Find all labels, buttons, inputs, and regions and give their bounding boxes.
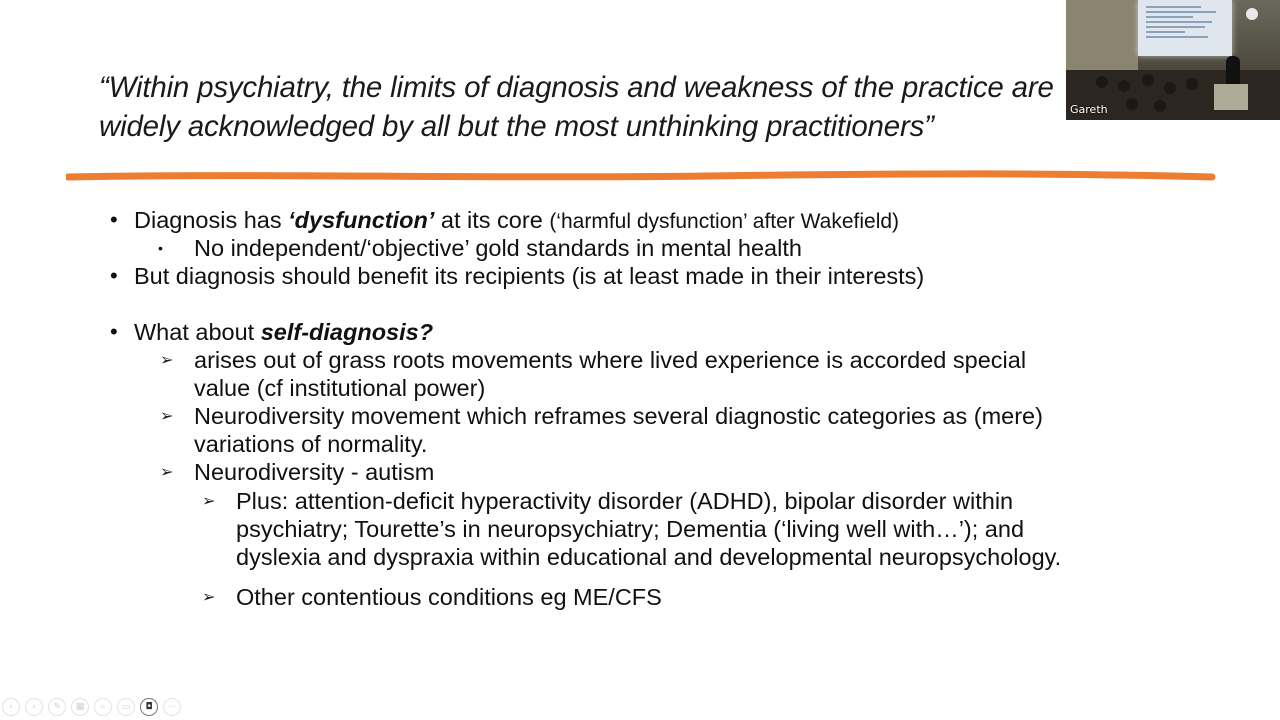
title-line-2: widely acknowledged by all but the most unthinking practitioners”: [99, 110, 934, 143]
zoom-icon[interactable]: ⌕: [94, 698, 112, 716]
third-bullet-plus-2: psychiatry; Tourette’s in neuropsychiatry; Dementia (‘living well with…’); and: [236, 516, 1025, 542]
bullet-icon: •: [110, 263, 118, 288]
arrow-bullet-icon: ➢: [160, 352, 174, 369]
podium: [1214, 84, 1248, 110]
participant-name: Gareth: [1070, 103, 1108, 116]
emphasis-self-diagnosis: self-diagnosis?: [260, 319, 434, 345]
bullet-diagnosis: Diagnosis has ‘dysfunction’ at its core (‘harmful dysfunction’ after Wakefield): [134, 207, 900, 233]
presentation-controls: [2, 698, 181, 716]
bullet-icon: •: [158, 240, 163, 256]
wakefield-note: (‘harmful dysfunction’ after Wakefield): [549, 210, 900, 233]
emphasis-dysfunction: ‘dysfunction’: [288, 207, 435, 233]
bullet-icon: •: [110, 319, 118, 344]
third-bullet-other: Other contentious conditions eg ME/CFS: [236, 584, 662, 610]
more-options-icon[interactable]: ⋯: [163, 698, 181, 716]
bullet-benefit: But diagnosis should benefit its recipients (is at least made in their interests): [134, 263, 925, 289]
camera-icon[interactable]: ◘: [140, 698, 158, 716]
sub-bullet-autism: Neurodiversity - autism: [194, 459, 435, 485]
arrow-bullet-icon: ➢: [160, 408, 174, 425]
slides-grid-icon[interactable]: ▦: [71, 698, 89, 716]
bullet-self-diagnosis: What about self-diagnosis?: [134, 319, 434, 345]
lecture-room-wall: [1066, 0, 1138, 80]
bullet-icon: •: [110, 207, 118, 232]
subtitles-icon[interactable]: ▭: [117, 698, 135, 716]
arrow-bullet-icon: ➢: [202, 589, 216, 606]
pen-icon[interactable]: ✎: [48, 698, 66, 716]
arrow-bullet-icon: ➢: [160, 464, 174, 481]
sub-bullet-grass-roots-2: value (cf institutional power): [194, 375, 486, 401]
sub-bullet-neurodiversity-1: Neurodiversity movement which reframes several diagnostic categories as (mere): [194, 403, 1043, 429]
title-line-1: “Within psychiatry, the limits of diagnosis and weakness of the practice are: [99, 71, 1054, 104]
next-slide-icon[interactable]: ›: [25, 698, 43, 716]
sub-bullet-grass-roots-1: arises out of grass roots movements where lived experience is accorded special: [194, 347, 1027, 373]
projector-screen: [1138, 0, 1232, 56]
sub-bullet-neurodiversity-2: variations of normality.: [194, 431, 428, 457]
third-bullet-plus-1: Plus: attention-deficit hyperactivity disorder (ADHD), bipolar disorder within: [236, 488, 1014, 514]
previous-slide-icon[interactable]: ‹: [2, 698, 20, 716]
participant-video-thumbnail[interactable]: [1066, 0, 1280, 120]
arrow-bullet-icon: ➢: [202, 493, 216, 510]
wall-clock-icon: [1246, 8, 1258, 20]
third-bullet-plus-3: dyslexia and dyspraxia within educational and developmental neuropsychology.: [236, 544, 1062, 570]
sub-bullet-gold-standards: No independent/‘objective’ gold standards in mental health: [194, 235, 802, 261]
